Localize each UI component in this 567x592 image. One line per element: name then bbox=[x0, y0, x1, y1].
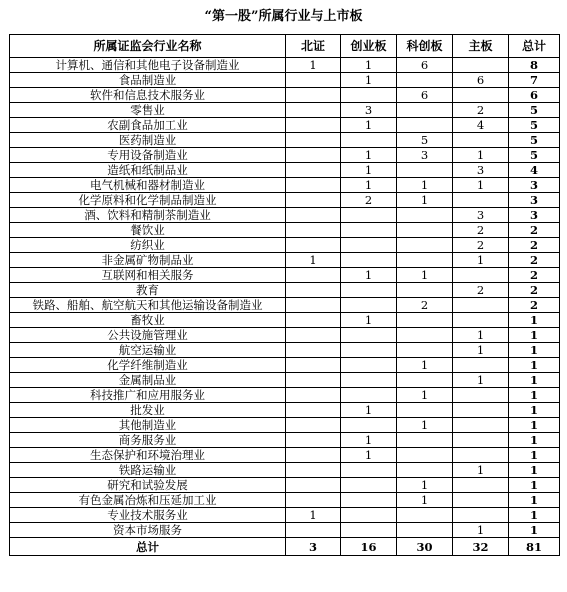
totals-kechuang-cell: 30 bbox=[397, 538, 453, 556]
table-row bbox=[10, 238, 560, 253]
chuangye-cell bbox=[341, 253, 397, 268]
chuangye-cell bbox=[341, 388, 397, 403]
kechuang-cell: 1 bbox=[397, 478, 453, 493]
chuangye-cell bbox=[341, 298, 397, 313]
chuangye-cell bbox=[341, 508, 397, 523]
zhuban-cell: 2 bbox=[453, 283, 509, 298]
zhuban-cell bbox=[453, 358, 509, 373]
total-cell: 1 bbox=[509, 313, 560, 328]
zhuban-cell: 1 bbox=[453, 328, 509, 343]
zhuban-cell: 6 bbox=[453, 73, 509, 88]
chuangye-cell: 3 bbox=[341, 103, 397, 118]
chuangye-cell bbox=[341, 478, 397, 493]
chuangye-cell: 1 bbox=[341, 178, 397, 193]
header-industry: 所属证监会行业名称 bbox=[10, 35, 286, 58]
beizheng-cell bbox=[286, 73, 341, 88]
header-zhuban: 主板 bbox=[453, 35, 509, 58]
table-row bbox=[10, 343, 560, 358]
industry-cell: 计算机、通信和其他电子设备制造业 bbox=[10, 58, 286, 73]
kechuang-cell bbox=[397, 163, 453, 178]
total-cell: 1 bbox=[509, 328, 560, 343]
industry-board-table bbox=[9, 34, 560, 556]
beizheng-cell bbox=[286, 343, 341, 358]
total-cell: 2 bbox=[509, 298, 560, 313]
table-row bbox=[10, 88, 560, 103]
table-body bbox=[10, 58, 560, 556]
zhuban-cell: 3 bbox=[453, 163, 509, 178]
beizheng-cell bbox=[286, 328, 341, 343]
industry-cell: 有色金属冶炼和压延加工业 bbox=[10, 493, 286, 508]
industry-cell: 专业技术服务业 bbox=[10, 508, 286, 523]
zhuban-cell bbox=[453, 403, 509, 418]
chuangye-cell: 1 bbox=[341, 163, 397, 178]
kechuang-cell bbox=[397, 523, 453, 538]
chuangye-cell bbox=[341, 523, 397, 538]
kechuang-cell bbox=[397, 118, 453, 133]
table-row bbox=[10, 118, 560, 133]
kechuang-cell bbox=[397, 343, 453, 358]
zhuban-cell bbox=[453, 433, 509, 448]
chuangye-cell bbox=[341, 418, 397, 433]
table-row bbox=[10, 358, 560, 373]
beizheng-cell bbox=[286, 373, 341, 388]
zhuban-cell: 1 bbox=[453, 343, 509, 358]
total-cell: 1 bbox=[509, 508, 560, 523]
industry-cell: 化学纤维制造业 bbox=[10, 358, 286, 373]
kechuang-cell: 1 bbox=[397, 388, 453, 403]
total-cell: 3 bbox=[509, 193, 560, 208]
beizheng-cell bbox=[286, 388, 341, 403]
industry-cell: 资本市场服务 bbox=[10, 523, 286, 538]
industry-cell: 造纸和纸制品业 bbox=[10, 163, 286, 178]
table-row bbox=[10, 523, 560, 538]
table-row bbox=[10, 433, 560, 448]
total-cell: 7 bbox=[509, 73, 560, 88]
table-row bbox=[10, 373, 560, 388]
kechuang-cell bbox=[397, 313, 453, 328]
table-row bbox=[10, 478, 560, 493]
beizheng-cell bbox=[286, 478, 341, 493]
industry-cell: 铁路、船舶、航空航天和其他运输设备制造业 bbox=[10, 298, 286, 313]
beizheng-cell bbox=[286, 298, 341, 313]
beizheng-cell bbox=[286, 448, 341, 463]
industry-cell: 批发业 bbox=[10, 403, 286, 418]
zhuban-cell: 4 bbox=[453, 118, 509, 133]
totals-total-cell: 81 bbox=[509, 538, 560, 556]
total-cell: 3 bbox=[509, 178, 560, 193]
zhuban-cell: 3 bbox=[453, 208, 509, 223]
totals-beizheng-cell: 3 bbox=[286, 538, 341, 556]
total-cell: 1 bbox=[509, 358, 560, 373]
industry-cell: 教育 bbox=[10, 283, 286, 298]
kechuang-cell bbox=[397, 103, 453, 118]
table-row bbox=[10, 133, 560, 148]
zhuban-cell bbox=[453, 478, 509, 493]
total-cell: 1 bbox=[509, 418, 560, 433]
zhuban-cell bbox=[453, 493, 509, 508]
beizheng-cell: 1 bbox=[286, 253, 341, 268]
industry-cell: 铁路运输业 bbox=[10, 463, 286, 478]
table-row bbox=[10, 148, 560, 163]
industry-cell: 公共设施管理业 bbox=[10, 328, 286, 343]
header-beizheng: 北证 bbox=[286, 35, 341, 58]
kechuang-cell: 3 bbox=[397, 148, 453, 163]
total-cell: 1 bbox=[509, 373, 560, 388]
total-cell: 1 bbox=[509, 403, 560, 418]
chuangye-cell bbox=[341, 238, 397, 253]
zhuban-cell: 1 bbox=[453, 523, 509, 538]
kechuang-cell: 6 bbox=[397, 88, 453, 103]
beizheng-cell bbox=[286, 313, 341, 328]
table-row bbox=[10, 103, 560, 118]
beizheng-cell bbox=[286, 223, 341, 238]
header-kechuang: 科创板 bbox=[397, 35, 453, 58]
header-total: 总计 bbox=[509, 35, 560, 58]
kechuang-cell bbox=[397, 253, 453, 268]
total-cell: 5 bbox=[509, 148, 560, 163]
beizheng-cell bbox=[286, 178, 341, 193]
chuangye-cell bbox=[341, 358, 397, 373]
zhuban-cell: 2 bbox=[453, 238, 509, 253]
total-cell: 1 bbox=[509, 388, 560, 403]
industry-cell: 酒、饮料和精制茶制造业 bbox=[10, 208, 286, 223]
zhuban-cell bbox=[453, 508, 509, 523]
header-row bbox=[10, 35, 560, 58]
total-cell: 2 bbox=[509, 253, 560, 268]
industry-cell: 商务服务业 bbox=[10, 433, 286, 448]
zhuban-cell bbox=[453, 268, 509, 283]
beizheng-cell: 1 bbox=[286, 508, 341, 523]
kechuang-cell: 1 bbox=[397, 193, 453, 208]
kechuang-cell bbox=[397, 508, 453, 523]
beizheng-cell bbox=[286, 208, 341, 223]
kechuang-cell bbox=[397, 403, 453, 418]
chuangye-cell: 1 bbox=[341, 313, 397, 328]
chuangye-cell: 1 bbox=[341, 58, 397, 73]
beizheng-cell bbox=[286, 283, 341, 298]
beizheng-cell bbox=[286, 148, 341, 163]
zhuban-cell bbox=[453, 58, 509, 73]
zhuban-cell: 2 bbox=[453, 103, 509, 118]
zhuban-cell bbox=[453, 88, 509, 103]
totals-chuangye-cell: 16 bbox=[341, 538, 397, 556]
kechuang-cell: 1 bbox=[397, 358, 453, 373]
table-row bbox=[10, 403, 560, 418]
chuangye-cell bbox=[341, 373, 397, 388]
table-row bbox=[10, 58, 560, 73]
total-cell: 5 bbox=[509, 103, 560, 118]
chuangye-cell bbox=[341, 328, 397, 343]
industry-cell: 非金属矿物制品业 bbox=[10, 253, 286, 268]
chuangye-cell bbox=[341, 463, 397, 478]
kechuang-cell bbox=[397, 463, 453, 478]
zhuban-cell bbox=[453, 313, 509, 328]
industry-cell: 科技推广和应用服务业 bbox=[10, 388, 286, 403]
kechuang-cell: 2 bbox=[397, 298, 453, 313]
beizheng-cell bbox=[286, 493, 341, 508]
industry-cell: 软件和信息技术服务业 bbox=[10, 88, 286, 103]
beizheng-cell bbox=[286, 163, 341, 178]
zhuban-cell bbox=[453, 388, 509, 403]
total-cell: 1 bbox=[509, 463, 560, 478]
chuangye-cell bbox=[341, 343, 397, 358]
total-cell: 1 bbox=[509, 343, 560, 358]
zhuban-cell bbox=[453, 418, 509, 433]
zhuban-cell: 1 bbox=[453, 463, 509, 478]
table-row bbox=[10, 448, 560, 463]
industry-cell: 食品制造业 bbox=[10, 73, 286, 88]
beizheng-cell bbox=[286, 463, 341, 478]
table-row bbox=[10, 298, 560, 313]
total-cell: 5 bbox=[509, 133, 560, 148]
industry-cell: 纺织业 bbox=[10, 238, 286, 253]
chuangye-cell: 1 bbox=[341, 403, 397, 418]
beizheng-cell bbox=[286, 268, 341, 283]
industry-cell: 研究和试验发展 bbox=[10, 478, 286, 493]
totals-zhuban-cell: 32 bbox=[453, 538, 509, 556]
table-row bbox=[10, 253, 560, 268]
totals-industry-cell: 总计 bbox=[10, 538, 286, 556]
total-cell: 2 bbox=[509, 283, 560, 298]
zhuban-cell bbox=[453, 448, 509, 463]
chuangye-cell: 1 bbox=[341, 433, 397, 448]
beizheng-cell bbox=[286, 193, 341, 208]
industry-cell: 航空运输业 bbox=[10, 343, 286, 358]
table-row bbox=[10, 328, 560, 343]
industry-cell: 专用设备制造业 bbox=[10, 148, 286, 163]
kechuang-cell: 5 bbox=[397, 133, 453, 148]
total-cell: 5 bbox=[509, 118, 560, 133]
total-cell: 2 bbox=[509, 238, 560, 253]
beizheng-cell bbox=[286, 118, 341, 133]
totals-row bbox=[10, 538, 560, 556]
table-row bbox=[10, 178, 560, 193]
kechuang-cell bbox=[397, 373, 453, 388]
chuangye-cell bbox=[341, 208, 397, 223]
total-cell: 4 bbox=[509, 163, 560, 178]
beizheng-cell bbox=[286, 418, 341, 433]
industry-cell: 餐饮业 bbox=[10, 223, 286, 238]
beizheng-cell bbox=[286, 433, 341, 448]
table-row bbox=[10, 283, 560, 298]
beizheng-cell bbox=[286, 238, 341, 253]
beizheng-cell bbox=[286, 403, 341, 418]
kechuang-cell bbox=[397, 238, 453, 253]
zhuban-cell: 2 bbox=[453, 223, 509, 238]
industry-cell: 零售业 bbox=[10, 103, 286, 118]
beizheng-cell bbox=[286, 523, 341, 538]
zhuban-cell: 1 bbox=[453, 253, 509, 268]
total-cell: 1 bbox=[509, 493, 560, 508]
total-cell: 1 bbox=[509, 448, 560, 463]
kechuang-cell: 1 bbox=[397, 493, 453, 508]
zhuban-cell bbox=[453, 133, 509, 148]
chuangye-cell: 1 bbox=[341, 73, 397, 88]
chuangye-cell: 1 bbox=[341, 268, 397, 283]
industry-cell: 医药制造业 bbox=[10, 133, 286, 148]
kechuang-cell: 6 bbox=[397, 58, 453, 73]
total-cell: 1 bbox=[509, 433, 560, 448]
total-cell: 2 bbox=[509, 223, 560, 238]
chuangye-cell bbox=[341, 223, 397, 238]
table-row bbox=[10, 463, 560, 478]
chuangye-cell: 2 bbox=[341, 193, 397, 208]
table-row bbox=[10, 193, 560, 208]
total-cell: 3 bbox=[509, 208, 560, 223]
table-row bbox=[10, 508, 560, 523]
table-row bbox=[10, 493, 560, 508]
total-cell: 1 bbox=[509, 478, 560, 493]
table-row bbox=[10, 388, 560, 403]
kechuang-cell: 1 bbox=[397, 418, 453, 433]
table-row bbox=[10, 418, 560, 433]
kechuang-cell bbox=[397, 328, 453, 343]
table-row bbox=[10, 313, 560, 328]
chuangye-cell bbox=[341, 88, 397, 103]
kechuang-cell bbox=[397, 73, 453, 88]
industry-cell: 金属制品业 bbox=[10, 373, 286, 388]
total-cell: 8 bbox=[509, 58, 560, 73]
beizheng-cell bbox=[286, 133, 341, 148]
chuangye-cell bbox=[341, 133, 397, 148]
table-row bbox=[10, 163, 560, 178]
industry-cell: 电气机械和器材制造业 bbox=[10, 178, 286, 193]
table-row bbox=[10, 223, 560, 238]
chuangye-cell: 1 bbox=[341, 448, 397, 463]
kechuang-cell bbox=[397, 223, 453, 238]
chuangye-cell: 1 bbox=[341, 148, 397, 163]
table-row bbox=[10, 73, 560, 88]
beizheng-cell bbox=[286, 103, 341, 118]
header-chuangye: 创业板 bbox=[341, 35, 397, 58]
total-cell: 2 bbox=[509, 268, 560, 283]
zhuban-cell bbox=[453, 298, 509, 313]
total-cell: 1 bbox=[509, 523, 560, 538]
industry-cell: 畜牧业 bbox=[10, 313, 286, 328]
chuangye-cell: 1 bbox=[341, 118, 397, 133]
total-cell: 6 bbox=[509, 88, 560, 103]
beizheng-cell: 1 bbox=[286, 58, 341, 73]
chuangye-cell bbox=[341, 493, 397, 508]
industry-cell: 生态保护和环境治理业 bbox=[10, 448, 286, 463]
table-row bbox=[10, 208, 560, 223]
industry-cell: 化学原料和化学制品制造业 bbox=[10, 193, 286, 208]
industry-cell: 其他制造业 bbox=[10, 418, 286, 433]
table-row bbox=[10, 268, 560, 283]
kechuang-cell bbox=[397, 448, 453, 463]
industry-cell: 农副食品加工业 bbox=[10, 118, 286, 133]
kechuang-cell bbox=[397, 433, 453, 448]
kechuang-cell: 1 bbox=[397, 268, 453, 283]
zhuban-cell: 1 bbox=[453, 178, 509, 193]
kechuang-cell: 1 bbox=[397, 178, 453, 193]
chuangye-cell bbox=[341, 283, 397, 298]
zhuban-cell: 1 bbox=[453, 148, 509, 163]
industry-cell: 互联网和相关服务 bbox=[10, 268, 286, 283]
table-title: “第一股”所属行业与上市板 bbox=[204, 9, 363, 24]
kechuang-cell bbox=[397, 283, 453, 298]
zhuban-cell bbox=[453, 193, 509, 208]
kechuang-cell bbox=[397, 208, 453, 223]
beizheng-cell bbox=[286, 358, 341, 373]
beizheng-cell bbox=[286, 88, 341, 103]
zhuban-cell: 1 bbox=[453, 373, 509, 388]
